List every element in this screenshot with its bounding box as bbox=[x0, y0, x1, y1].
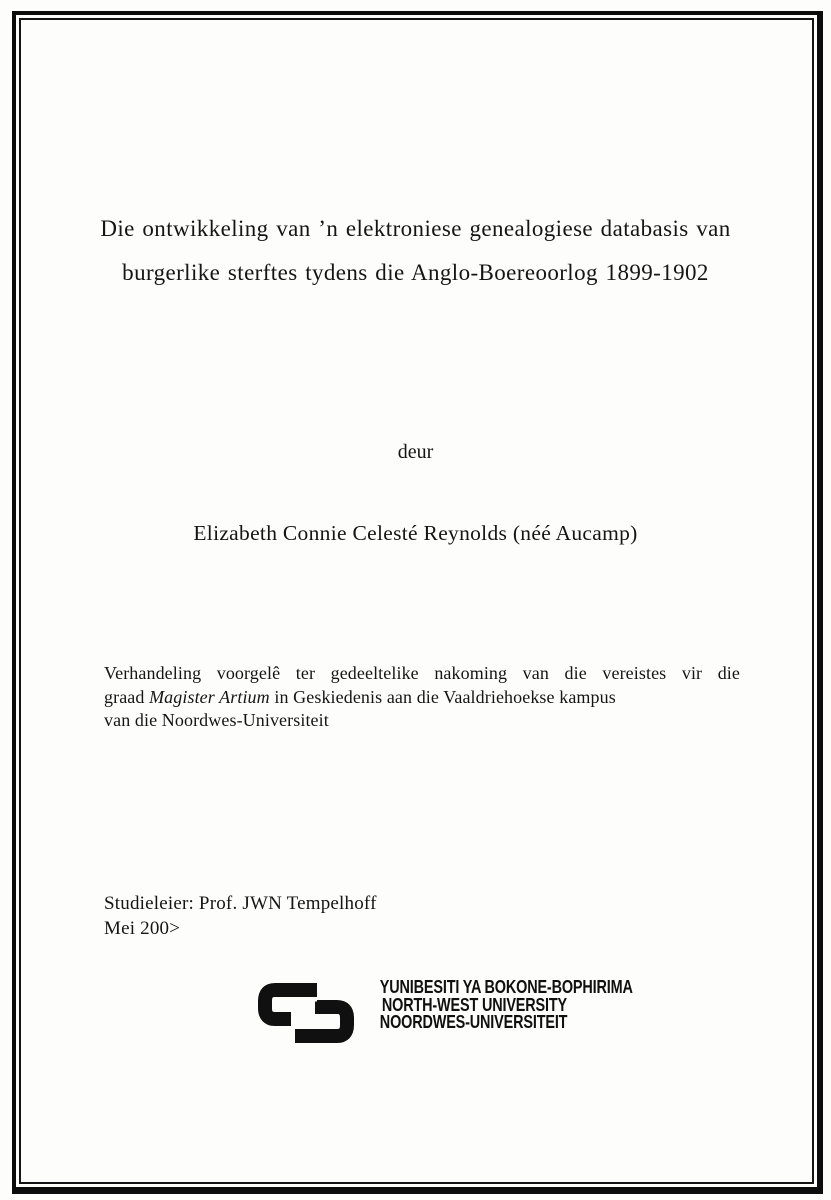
thesis-title-line1: Die ontwikkeling van ’n elektroniese genealogiese databasis van bbox=[100, 216, 731, 241]
statement-line3: van die Noordwes-Universiteit bbox=[104, 710, 329, 730]
thesis-title-line2: burgerlike sterftes tydens die Anglo-Boereoorlog 1899-1902 bbox=[122, 260, 709, 285]
logo-wordmark bbox=[379, 976, 633, 1032]
statement-line2 bbox=[104, 686, 740, 710]
supervisor-line: Studieleier: Prof. JWN Tempelhoff bbox=[104, 893, 377, 914]
logo-text-line3: NOORDWES-UNIVERSITEIT bbox=[379, 1011, 568, 1032]
statement-degree-name: Magister Artium bbox=[149, 686, 270, 707]
byline-deur: deur bbox=[397, 441, 434, 463]
logo-text-line1: YUNIBESITI YA BOKONE-BOPHIRIMA bbox=[379, 976, 633, 997]
supervisor-block bbox=[104, 891, 377, 941]
date-line: Mei 200> bbox=[104, 918, 181, 939]
nwu-logo bbox=[257, 976, 633, 1051]
submission-statement bbox=[104, 662, 740, 733]
statement-line1: Verhandeling voorgelê ter gedeeltelike nakoming van die vereistes vir die bbox=[104, 663, 740, 683]
logo-text-line2: NORTH-WEST UNIVERSITY bbox=[381, 993, 567, 1015]
nwu-interlocked-links-icon bbox=[257, 981, 357, 1047]
author-name: Elizabeth Connie Celesté Reynolds (néé Aucamp) bbox=[193, 521, 638, 545]
statement-line2-suffix: in Geskiedenis aan die Vaaldriehoekse kampus bbox=[269, 686, 616, 707]
statement-line2-prefix: graad bbox=[104, 686, 150, 707]
